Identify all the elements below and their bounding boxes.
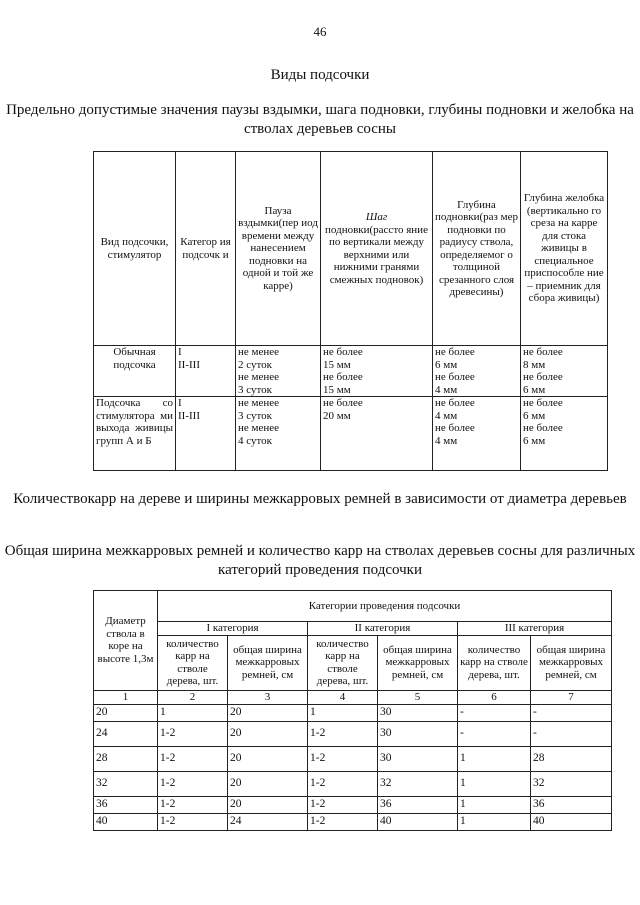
header-groove: Глубина желобка (вертикально го среза на карре для стока живицы в специальное приспособле ние – приемник для сбора живицы)	[521, 152, 608, 346]
row-category: I II-III	[176, 397, 236, 471]
cell-diameter: 32	[94, 771, 158, 796]
cell: 1	[458, 746, 531, 771]
header-category: Категор ия подсочк и	[176, 152, 236, 346]
cell: 28	[531, 746, 612, 771]
cell: 1-2	[308, 721, 378, 746]
column-number: 6	[458, 690, 531, 704]
cell: 40	[531, 813, 612, 830]
header-depth: Глубина подновки(раз мер подновки по радиусу ствола, определяемог о толщиной срезанного слоя древесины)	[433, 152, 521, 346]
row-category: I II-III	[176, 346, 236, 397]
cell: 40	[378, 813, 458, 830]
cell: 1	[458, 771, 531, 796]
cell-diameter: 40	[94, 813, 158, 830]
row-type: Обычная подсочка	[94, 346, 176, 397]
table-header-row	[94, 152, 608, 346]
column-number: 7	[531, 690, 612, 704]
column-number: 1	[94, 690, 158, 704]
cell-diameter: 36	[94, 796, 158, 813]
section-heading: Количествокарр на дереве и ширины межкарровых ремней в зависимости от диаметра деревьев	[13, 491, 627, 507]
cell: 1-2	[158, 813, 228, 830]
header-category-3: III категория	[458, 622, 612, 636]
row-pause: не менее 2 суток не менее 3 суток	[236, 346, 321, 397]
header-count: количество карр на стволе дерева, шт.	[308, 635, 378, 690]
row-type: Подсочка со стимулятора ми выхода живицы групп А и Б	[94, 397, 176, 471]
header-diameter: Диаметр ствола в коре на высоте 1,3м	[94, 591, 158, 691]
cell-diameter: 28	[94, 746, 158, 771]
cell: 1	[308, 704, 378, 721]
header-width: общая ширина межкарровых ремней, см	[531, 635, 612, 690]
cell: -	[458, 721, 531, 746]
table-row	[94, 397, 608, 471]
table-row	[94, 746, 612, 771]
cell: 1-2	[158, 721, 228, 746]
column-number-row	[94, 690, 612, 704]
cell: 32	[378, 771, 458, 796]
carr-count-table	[93, 590, 612, 831]
table-row	[94, 813, 612, 830]
cell: 1-2	[158, 771, 228, 796]
cell-diameter: 20	[94, 704, 158, 721]
cell: 20	[228, 771, 308, 796]
cell: -	[458, 704, 531, 721]
header-count: количество карр на стволе дерева, шт.	[458, 635, 531, 690]
table-row	[94, 704, 612, 721]
pause-limits-table	[93, 151, 608, 471]
table-header-row	[94, 622, 612, 636]
table-row	[94, 346, 608, 397]
row-depth: не более 6 мм не более 4 мм	[433, 346, 521, 397]
cell: 1-2	[158, 746, 228, 771]
table1-title: Предельно допустимые значения паузы вздымки, шага подновки, глубины подновки и желобка на стволах деревьев сосны	[6, 102, 634, 137]
cell: 1-2	[308, 746, 378, 771]
header-step	[321, 152, 433, 346]
cell: -	[531, 704, 612, 721]
cell-diameter: 24	[94, 721, 158, 746]
cell: 1-2	[308, 771, 378, 796]
header-type: Вид подсочки, стимулятор	[94, 152, 176, 346]
document-title: Виды подсочки	[270, 67, 370, 83]
table2-title: Общая ширина межкарровых ремней и количество карр на стволах деревьев сосны для различных категорий проведения подсочки	[4, 543, 636, 578]
row-pause: не менее 3 суток не менее 4 суток	[236, 397, 321, 471]
row-step: не более 15 мм не более 15 мм	[321, 346, 433, 397]
cell: 1-2	[158, 796, 228, 813]
table-row	[94, 721, 612, 746]
cell: 20	[228, 746, 308, 771]
header-pause: Пауза вздымки(пер иод времени между нанесением подновки на одной и той же карре)	[236, 152, 321, 346]
header-count: количество карр на стволе дерева, шт.	[158, 635, 228, 690]
cell: 20	[228, 704, 308, 721]
header-category-1: I категория	[158, 622, 308, 636]
table-header-row	[94, 591, 612, 622]
table-row	[94, 796, 612, 813]
cell: 30	[378, 704, 458, 721]
row-groove: не более 6 мм не более 6 мм	[521, 397, 608, 471]
header-step-word: Шаг	[365, 211, 388, 223]
cell: 1-2	[308, 813, 378, 830]
cell: 1	[458, 813, 531, 830]
header-width: общая ширина межкарровых ремней, см	[378, 635, 458, 690]
column-number: 5	[378, 690, 458, 704]
cell: 1-2	[308, 796, 378, 813]
cell: 32	[531, 771, 612, 796]
header-step-rest: подновки(рассто яние по вертикали между верхними или нижними гранями смежных подновок)	[325, 223, 428, 286]
header-category-2: II категория	[308, 622, 458, 636]
cell: 20	[228, 721, 308, 746]
cell: 24	[228, 813, 308, 830]
cell: 30	[378, 746, 458, 771]
header-categories: Категории проведения подсочки	[158, 591, 612, 622]
page-number: 46	[313, 24, 327, 39]
column-number: 4	[308, 690, 378, 704]
table-header-row	[94, 635, 612, 690]
cell: 36	[378, 796, 458, 813]
cell: 36	[531, 796, 612, 813]
row-depth: не более 4 мм не более 4 мм	[433, 397, 521, 471]
column-number: 2	[158, 690, 228, 704]
cell: 30	[378, 721, 458, 746]
header-width: общая ширина межкарровых ремней, см	[228, 635, 308, 690]
column-number: 3	[228, 690, 308, 704]
row-step: не более 20 мм	[321, 397, 433, 471]
cell: 1	[458, 796, 531, 813]
table-row	[94, 771, 612, 796]
cell: 1	[158, 704, 228, 721]
cell: 20	[228, 796, 308, 813]
row-groove: не более 8 мм не более 6 мм	[521, 346, 608, 397]
cell: -	[531, 721, 612, 746]
